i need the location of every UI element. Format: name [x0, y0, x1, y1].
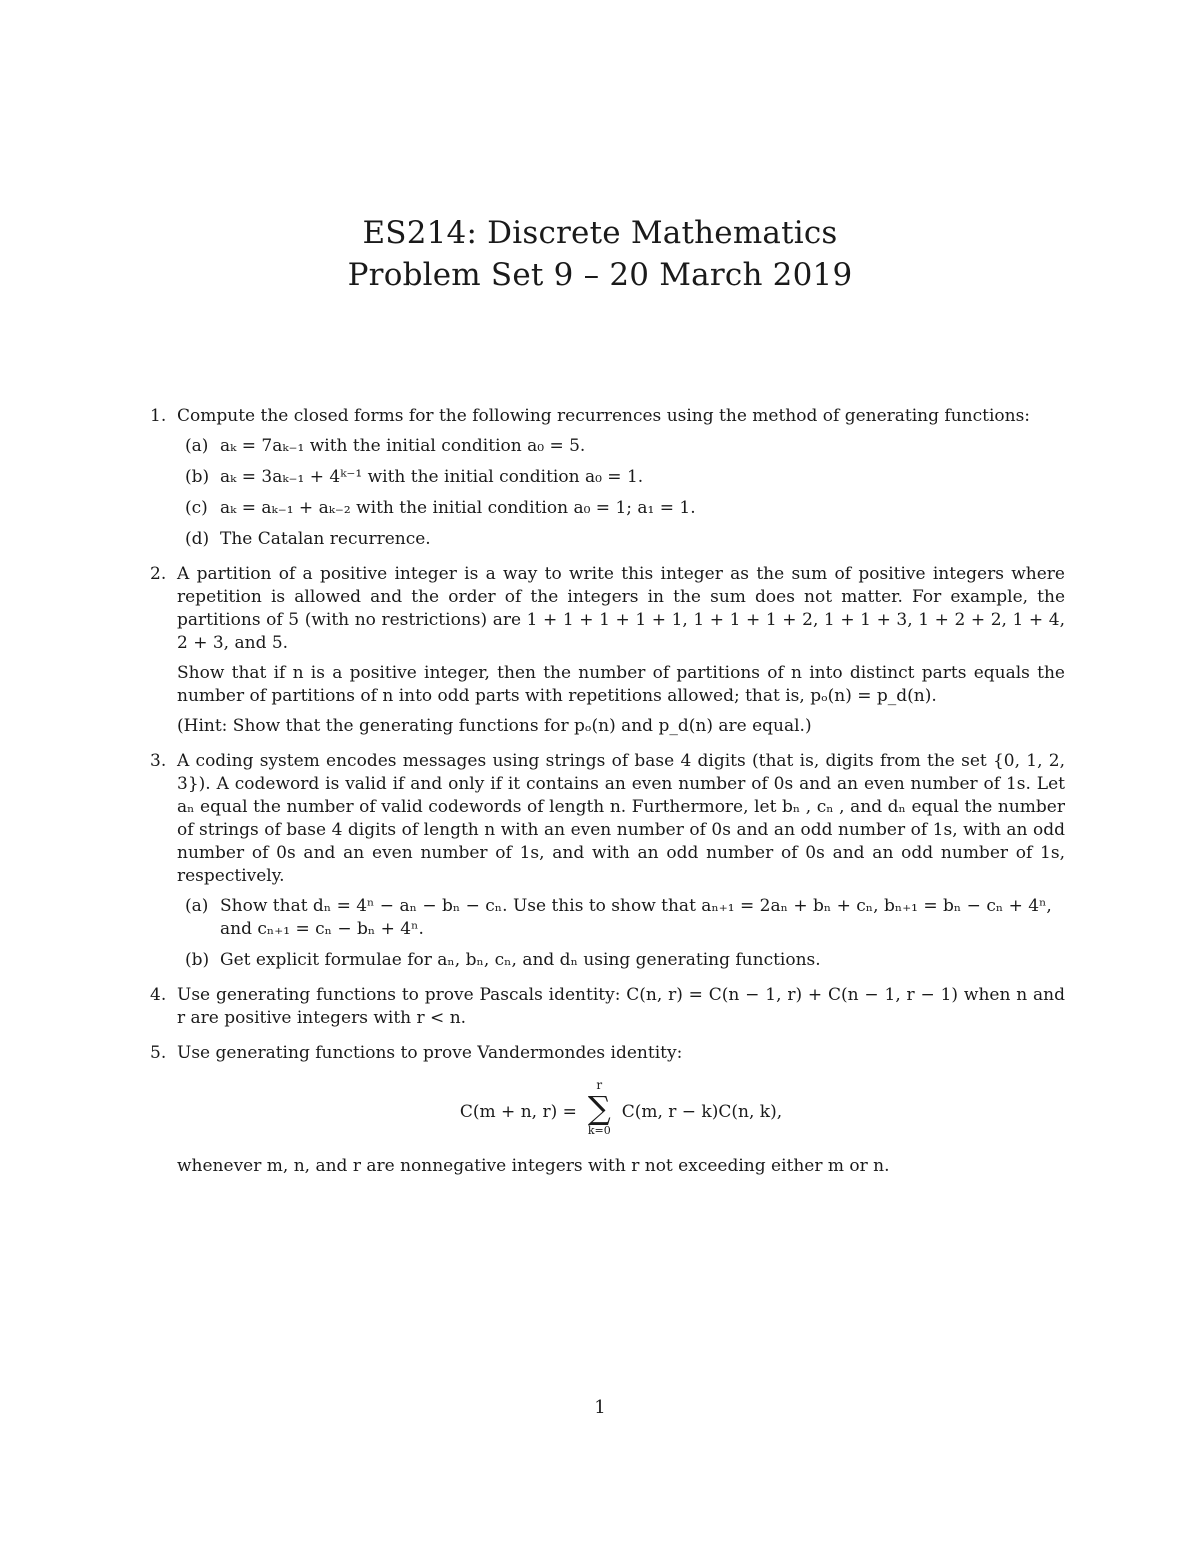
problem-number: 1.: [150, 406, 167, 426]
problem-text: Show that if n is a positive integer, then the number of partitions of n into distinct parts equals the number of partitions of n into odd parts with repetitions allowed; that is, pₒ(n) = p_d(n).: [177, 663, 1065, 706]
subpart-list: [177, 895, 1065, 972]
problem-number: 3.: [150, 751, 167, 771]
problem-number: 5.: [150, 1043, 167, 1063]
subpart-label: (b): [185, 950, 210, 970]
problem-text: whenever m, n, and r are nonnegative integers with r not exceeding either m or n.: [177, 1156, 890, 1176]
subpart-list: [177, 435, 1065, 551]
subpart-text: Get explicit formulae for aₙ, bₙ, cₙ, and dₙ using generating functions.: [220, 950, 821, 970]
problem-list: [150, 405, 1065, 1190]
subpart-text: aₖ = aₖ₋₁ + aₖ₋₂ with the initial condition a₀ = 1; a₁ = 1.: [220, 498, 696, 518]
subpart-text: The Catalan recurrence.: [220, 529, 431, 549]
problem-5: [150, 1042, 1065, 1178]
subpart-label: (a): [185, 896, 209, 916]
page-number: 1: [594, 1397, 606, 1418]
subpart-label: (b): [185, 467, 210, 487]
subpart-a: [177, 895, 1065, 941]
problem-1: [150, 405, 1065, 551]
problem-number: 4.: [150, 985, 167, 1005]
title-problem-set: Problem Set 9 – 20 March 2019: [347, 257, 853, 293]
problem-text: A coding system encodes messages using strings of base 4 digits (that is, digits from the set {0, 1, 2, 3}). A codeword is valid if and only if it contains an even number of 0s and an even number of 1s. Let aₙ equal the number of valid codewords of length n. Furthermore, let bₙ , cₙ , and dₙ equal the number of strings of base 4 digits of length n with an even number of 0s and an odd number of 1s, with an odd number of 0s and an even number of 1s, and with an odd number of 0s and an odd number of 1s, respectively.: [177, 751, 1065, 886]
subpart-text: aₖ = 7aₖ₋₁ with the initial condition a₀ = 5.: [220, 436, 586, 456]
subpart-label: (d): [185, 529, 210, 549]
problem-number: 2.: [150, 564, 167, 584]
subpart-d: [177, 528, 1065, 551]
problem-3: [150, 750, 1065, 972]
problem-text: Use generating functions to prove Pascals identity: C(n, r) = C(n − 1, r) + C(n − 1, r − 1) when n and r are positive integers with r < n.: [177, 985, 1065, 1028]
problem-text: Use generating functions to prove Vandermondes identity:: [177, 1043, 683, 1063]
subpart-c: [177, 497, 1065, 520]
sum-lower-limit: k=0: [587, 1124, 611, 1137]
subpart-text: Show that dₙ = 4ⁿ − aₙ − bₙ − cₙ. Use this to show that aₙ₊₁ = 2aₙ + bₙ + cₙ, bₙ₊₁ = bₙ − cₙ + 4ⁿ, and cₙ₊₁ = cₙ − bₙ + 4ⁿ.: [220, 896, 1052, 939]
subpart-b: [177, 949, 1065, 972]
vandermonde-equation: [177, 1079, 1065, 1145]
subpart-label: (a): [185, 436, 209, 456]
problem-4: [150, 984, 1065, 1030]
summation: [582, 1079, 616, 1137]
equation-lhs: C(m + n, r) =: [459, 1102, 577, 1122]
problem-text: Compute the closed forms for the following recurrences using the method of generating functions:: [177, 406, 1031, 426]
document-title: [0, 212, 1200, 296]
subpart-text: aₖ = 3aₖ₋₁ + 4ᵏ⁻¹ with the initial condition a₀ = 1.: [220, 467, 644, 487]
subpart-label: (c): [185, 498, 208, 518]
problem-2: [150, 563, 1065, 738]
title-course: ES214: Discrete Mathematics: [362, 215, 838, 251]
subpart-a: [177, 435, 1065, 458]
problem-text: A partition of a positive integer is a way to write this integer as the sum of positive integers where repetition is allowed and the order of the integers in the sum does not matter. For example, the partitions of 5 (with no restrictions) are 1 + 1 + 1 + 1 + 1, 1 + 1 + 1 + 2, 1 + 1 + 3, 1 + 2 + 2, 1 + 4, 2 + 3, and 5.: [177, 564, 1065, 653]
problem-hint: (Hint: Show that the generating functions for pₒ(n) and p_d(n) are equal.): [177, 716, 812, 736]
subpart-b: [177, 466, 1065, 489]
sum-upper-limit: r: [596, 1078, 603, 1092]
equation-rhs: C(m, r − k)C(n, k),: [621, 1102, 783, 1122]
sigma-icon: ∑: [587, 1089, 611, 1127]
